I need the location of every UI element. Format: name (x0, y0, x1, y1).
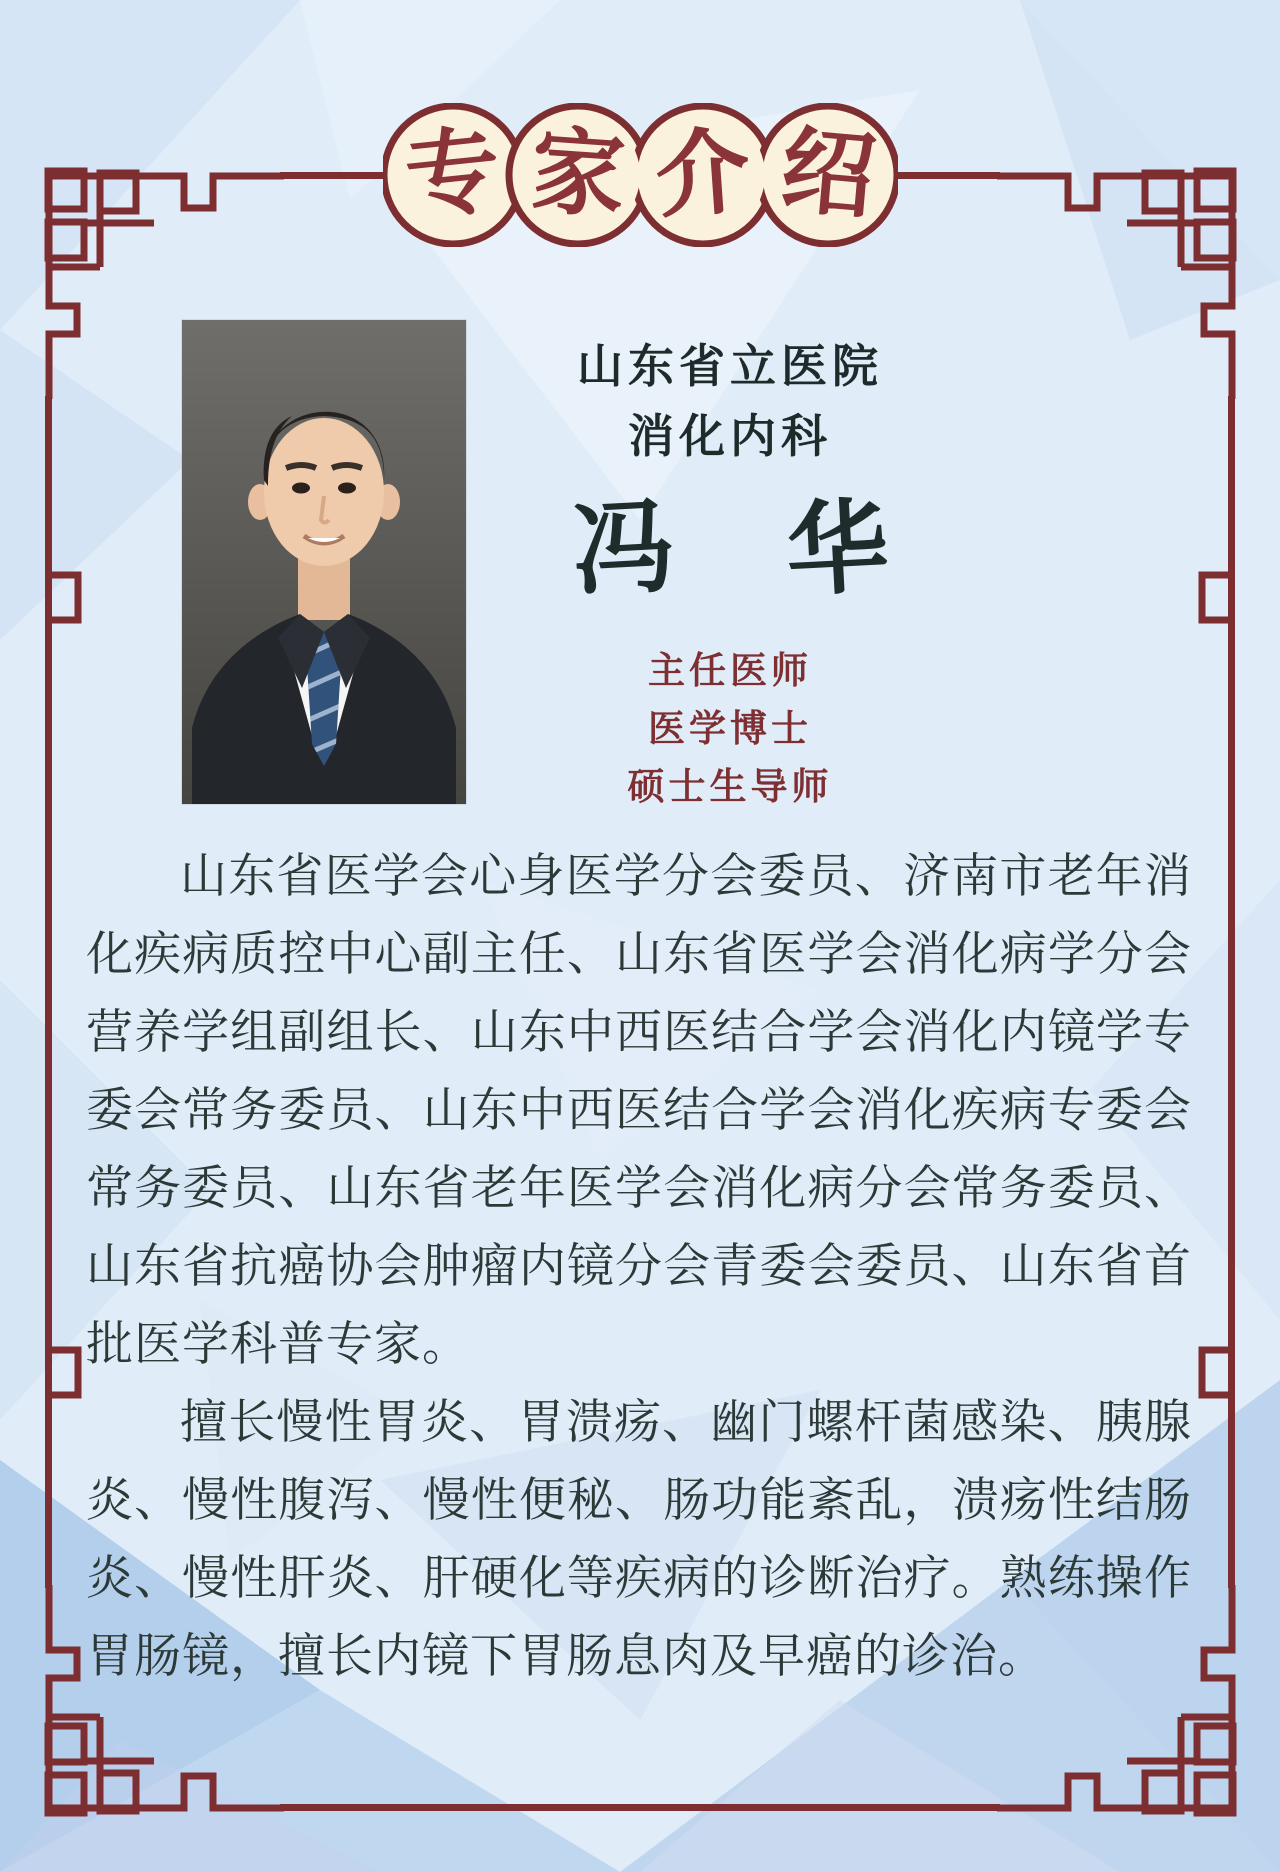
doctor-name-char-2: 华 (783, 491, 892, 610)
department-name: 消化内科 (628, 411, 832, 462)
doctor-portrait-photo (182, 320, 466, 804)
frame-bottom-line (280, 1804, 1000, 1811)
hospital-name: 山东省立医院 (577, 341, 883, 392)
banner-char-1: 专 (400, 118, 506, 232)
banner-char-4: 绍 (776, 119, 880, 231)
biography-section (86, 838, 1192, 1696)
doctor-title-2: 医学博士 (648, 709, 812, 750)
doctor-title-3: 硕士生导师 (627, 767, 833, 808)
bio-paragraph-memberships: 山东省医学会心身医学分会委员、济南市老年消化疾病质控中心副主任、山东省医学会消化病学分会营养学组副组长、山东中西医结合学会消化内镜学专委会常务委员、山东中西医结合学会消化疾病专委会常务委员、山东省老年医学会消化病分会常务委员、山东省抗癌协会肿瘤内镜分会青委会委员、山东省首批医学科普专家。 (86, 849, 1192, 1372)
border-zigzag-right-upper (1195, 550, 1235, 660)
banner-char-2: 家 (527, 119, 629, 231)
corner-ornament-top-right (997, 149, 1257, 399)
border-zigzag-left-lower (45, 1310, 85, 1420)
doctor-name (470, 468, 990, 614)
border-zigzag-left-upper (45, 550, 85, 660)
border-zigzag-right-lower (1195, 1310, 1235, 1420)
doctor-info-column (470, 0, 990, 900)
banner-char-3: 介 (652, 119, 754, 231)
frame-top-line-left (280, 172, 386, 179)
bio-paragraph-specialties: 擅长慢性胃炎、胃溃疡、幽门螺杆菌感染、胰腺炎、慢性腹泻、慢性便秘、肠功能紊乱，溃疡性结肠炎、慢性肝炎、肝硬化等疾病的诊断治疗。熟练操作胃肠镜，擅长内镜下胃肠息肉及早癌的诊治。 (86, 1395, 1192, 1684)
doctor-name-char-1: 冯 (569, 491, 678, 610)
doctor-title-1: 主任医师 (648, 651, 812, 692)
